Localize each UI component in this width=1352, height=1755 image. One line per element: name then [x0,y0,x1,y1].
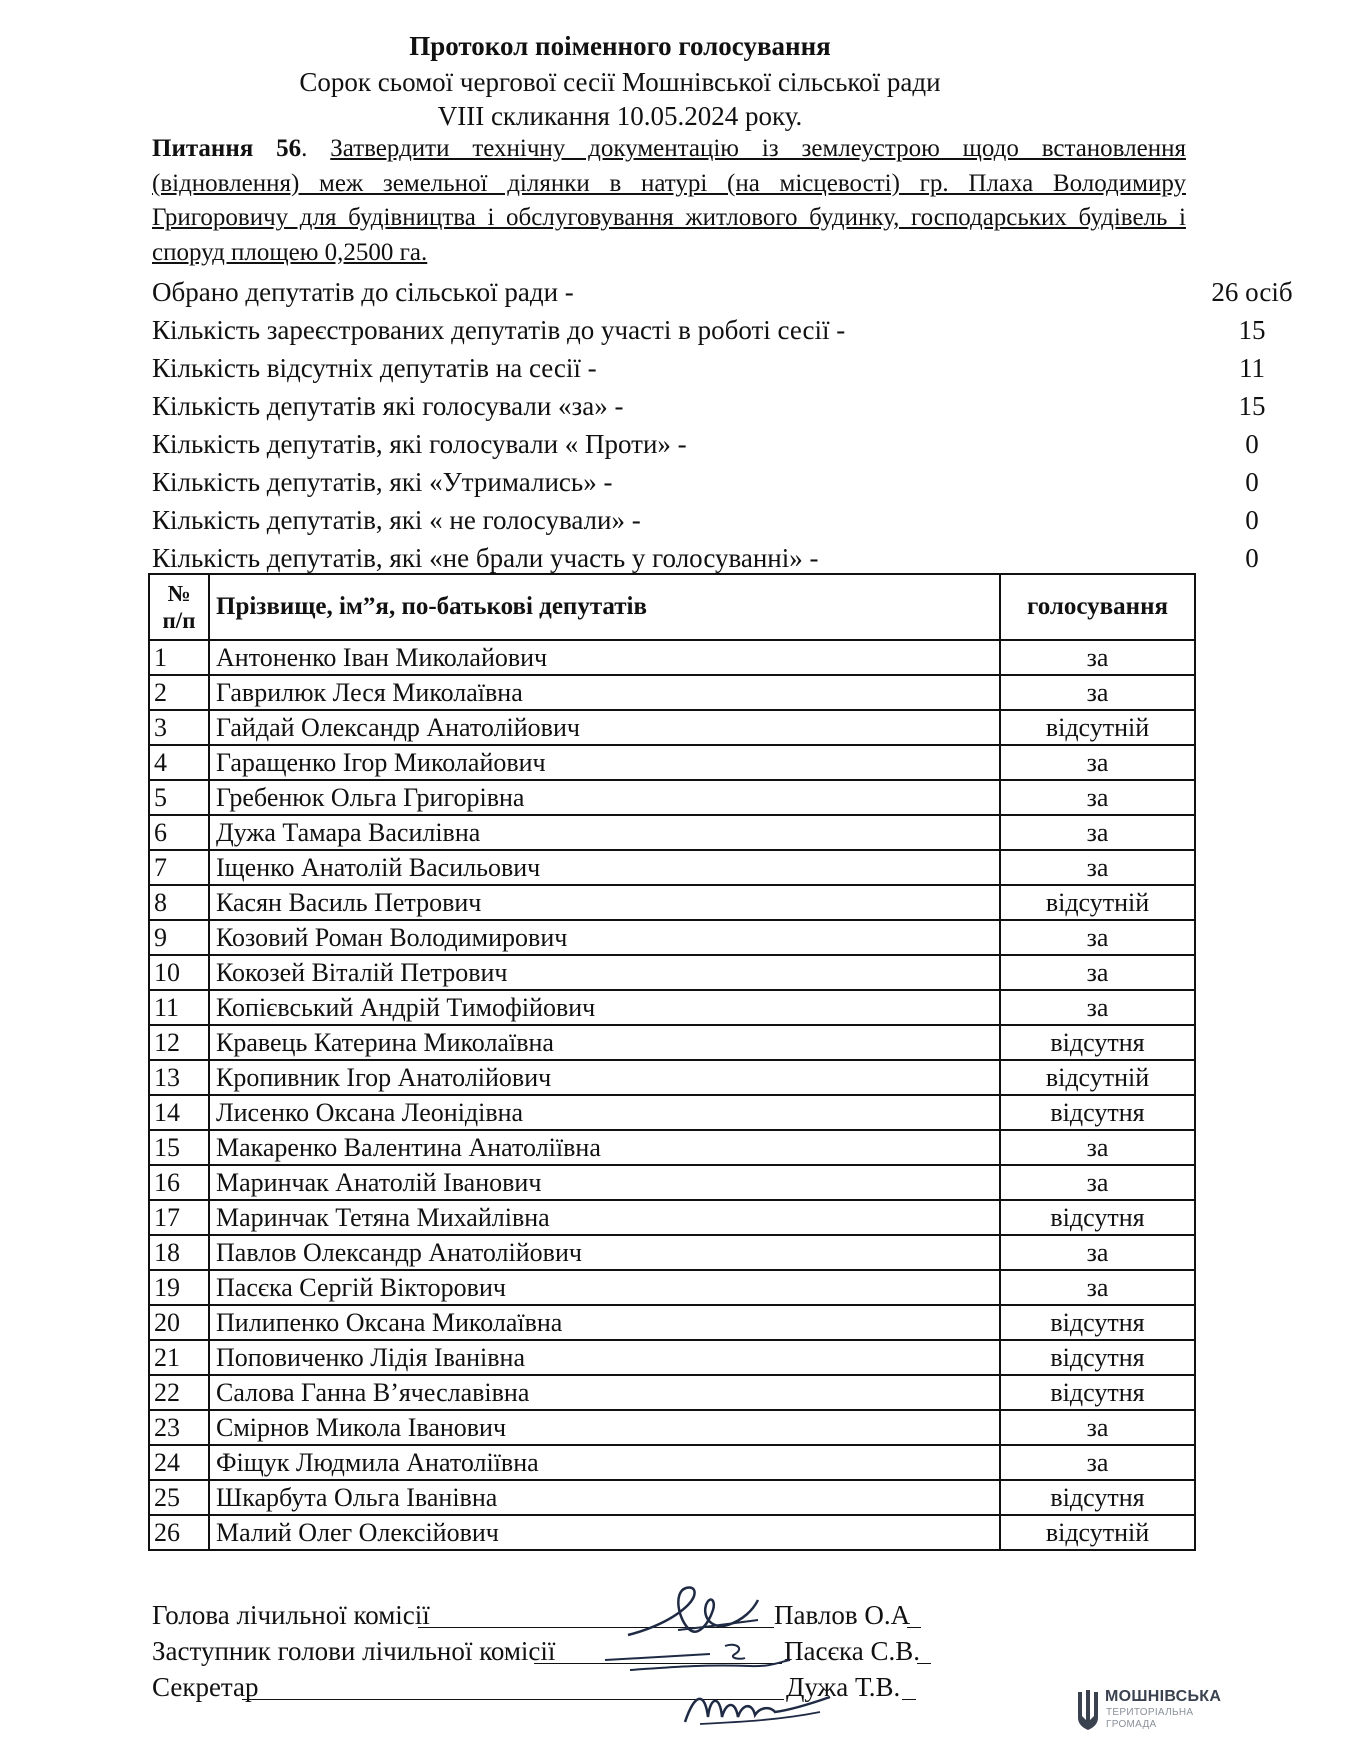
row-number: 25 [149,1480,209,1515]
vote-result: відсутня [1000,1305,1195,1340]
table-row [149,955,1195,990]
deputy-name: Маринчак Тетяна Михайлівна [209,1200,1000,1235]
row-number: 20 [149,1305,209,1340]
vote-result: відсутня [1000,1200,1195,1235]
table-row [149,1445,1195,1480]
stat-row [152,539,1259,577]
vote-result: відсутня [1000,1480,1195,1515]
row-number: 8 [149,885,209,920]
table-row [149,745,1195,780]
deputy-name: Гаращенко Ігор Миколайович [209,745,1000,780]
vote-result: за [1000,1130,1195,1165]
secretary-name: Дужа Т.В. [786,1672,901,1702]
stat-row [152,463,1259,501]
vote-result: за [1000,955,1195,990]
community-logo [1075,1686,1235,1746]
stat-label: Кількість зареєстрованих депутатів до участі в роботі сесії - [152,315,846,345]
row-number: 5 [149,780,209,815]
table-header-row [149,574,1195,640]
stat-value: 15 [1238,315,1266,345]
row-number: 26 [149,1515,209,1550]
vote-result: відсутня [1000,1340,1195,1375]
stat-value: 0 [1245,467,1259,497]
table-row [149,1095,1195,1130]
question-label: Питання 56 [152,135,302,162]
table-row [149,640,1195,675]
vote-result: відсутній [1000,1515,1195,1550]
secretary-label: Секретар [152,1672,259,1702]
row-number: 22 [149,1375,209,1410]
stat-label: Кількість депутатів, які «Утримались» - [152,467,613,497]
row-number: 12 [149,1025,209,1060]
stat-label: Обрано депутатів до сільської ради - [152,277,574,307]
row-number: 6 [149,815,209,850]
row-number: 16 [149,1165,209,1200]
deputy-name: Поповиченко Лідія Іванівна [209,1340,1000,1375]
signature-row-chair [152,1597,1052,1633]
header-number-line1: № [167,581,191,606]
deputy-name: Гаврилюк Леся Миколаївна [209,675,1000,710]
chair-label: Голова лічильної комісії [152,1600,430,1630]
deputy-name: Кокозей Віталій Петрович [209,955,1000,990]
deputy-name: Дужа Тамара Василівна [209,815,1000,850]
row-number: 10 [149,955,209,990]
row-number: 17 [149,1200,209,1235]
session-line: Сорок сьомої чергової сесії Мошнівської сільської ради [299,67,941,97]
stat-label: Кількість депутатів які голосували «за» - [152,391,624,421]
stat-row [152,311,1266,349]
vote-result: за [1000,1165,1195,1200]
stat-value: 26 осіб [1211,277,1293,307]
table-row [149,1305,1195,1340]
vote-result: за [1000,1270,1195,1305]
header-name: Прізвище, ім”я, по-батькові депутатів [209,574,1000,640]
vote-result: за [1000,990,1195,1025]
vote-result: за [1000,1445,1195,1480]
question-text: Затвердити технічну документацію із землеустрою щодо встановлення (відновлення) меж земельної ділянки в натурі (на місцевості) гр. Плаха Володимиру Григоровичу для будівництва і обслуговування житлового будинку, господарських будівель і споруд площею 0,2500 га. [152,135,1186,266]
deputy-name: Копієвський Андрій Тимофійович [209,990,1000,1025]
deputy-name: Пилипенко Оксана Миколаївна [209,1305,1000,1340]
row-number: 15 [149,1130,209,1165]
deputy-label: Заступник голови лічильної комісії [152,1636,556,1666]
deputy-name: Фіщук Людмила Анатоліївна [209,1445,1000,1480]
logo-subtitle-2: ГРОМАДА [1106,1719,1157,1730]
stat-value: 0 [1245,543,1259,573]
table-row [149,1165,1195,1200]
table-row [149,1200,1195,1235]
chair-name-tail [907,1627,921,1628]
deputy-name: Павлов Олександр Анатолійович [209,1235,1000,1270]
vote-result: за [1000,815,1195,850]
table-row [149,990,1195,1025]
vote-statistics [152,273,1293,577]
row-number: 3 [149,710,209,745]
table-row [149,920,1195,955]
vote-result: за [1000,850,1195,885]
table-row [149,815,1195,850]
vote-result: відсутня [1000,1375,1195,1410]
vote-result: відсутній [1000,885,1195,920]
deputy-name: Гребенюк Ольга Григорівна [209,780,1000,815]
table-row [149,885,1195,920]
row-number: 11 [149,990,209,1025]
vote-result: відсутня [1000,1095,1195,1130]
vote-result: відсутній [1000,710,1195,745]
deputy-name: Салова Ганна В’ячеславівна [209,1375,1000,1410]
deputy-name: Пасєка Сергій Вікторович [209,1270,1000,1305]
row-number: 23 [149,1410,209,1445]
table-row [149,1130,1195,1165]
vote-result: відсутній [1000,1060,1195,1095]
table-row [149,1515,1195,1550]
row-number: 18 [149,1235,209,1270]
table-row [149,1410,1195,1445]
roll-call-table-wrap [148,573,1196,1551]
table-row [149,1270,1195,1305]
roll-call-table [148,573,1196,1551]
stat-label: Кількість депутатів, які голосували « Проти» - [152,429,687,459]
deputy-name: Касян Василь Петрович [209,885,1000,920]
deputy-name: Смірнов Микола Іванович [209,1410,1000,1445]
stat-row [152,425,1259,463]
deputy-name: Макаренко Валентина Анатоліївна [209,1130,1000,1165]
row-number: 14 [149,1095,209,1130]
row-number: 7 [149,850,209,885]
table-row [149,1375,1195,1410]
deputy-name: Антоненко Іван Миколайович [209,640,1000,675]
deputy-name: Козовий Роман Володимирович [209,920,1000,955]
deputy-name: Гайдай Олександр Анатолійович [209,710,1000,745]
deputy-name: Кравець Катерина Миколаївна [209,1025,1000,1060]
row-number: 4 [149,745,209,780]
table-row [149,1480,1195,1515]
logo-subtitle-1: ТЕРИТОРІАЛЬНА [1106,1707,1194,1718]
deputy-name: Кропивник Ігор Анатолійович [209,1060,1000,1095]
logo-title: МОШНІВСЬКА [1105,1688,1222,1705]
stat-row [152,501,1259,539]
stat-label: Кількість відсутніх депутатів на сесії - [152,353,597,383]
convocation-date-line: VIII скликання 10.05.2024 року. [437,101,803,131]
stat-label: Кількість депутатів, які « не голосували» - [152,505,641,535]
row-number: 13 [149,1060,209,1095]
trident-icon [1075,1688,1101,1732]
vote-result: за [1000,675,1195,710]
agenda-question: Питання 56. Затвердити технічну документацію із землеустрою щодо встановлення (відновлення) меж земельної ділянки в натурі (на місцевості) гр. Плаха Володимиру Григоровичу для будівництва і обслуговування житлового будинку, господарських будівель і споруд площею 0,2500 га. [152,135,1186,266]
vote-result: за [1000,780,1195,815]
stat-value: 11 [1239,353,1265,383]
header-number [149,574,209,640]
stat-value: 0 [1245,429,1259,459]
table-row [149,780,1195,815]
deputy-name: Іщенко Анатолій Васильович [209,850,1000,885]
stat-value: 0 [1245,505,1259,535]
stat-row [152,349,1265,387]
stat-label: Кількість депутатів, які «не брали участь у голосуванні» - [152,543,819,573]
row-number: 2 [149,675,209,710]
table-row [149,1060,1195,1095]
stat-row [152,387,1266,425]
deputy-name: Лисенко Оксана Леонідівна [209,1095,1000,1130]
vote-result: за [1000,1410,1195,1445]
row-number: 19 [149,1270,209,1305]
deputy-name-tail [917,1663,931,1664]
header-number-line2: п/п [162,608,196,633]
chair-name: Павлов О.А [774,1600,911,1630]
table-row [149,1025,1195,1060]
deputy-name: Пасєка С.В. [784,1636,921,1666]
table-row [149,710,1195,745]
secretary-handwritten-signature [680,1682,840,1732]
row-number: 1 [149,640,209,675]
vote-result: за [1000,745,1195,780]
deputy-name: Малий Олег Олексійович [209,1515,1000,1550]
stat-row [152,273,1293,311]
vote-result: за [1000,1235,1195,1270]
header-vote: голосування [1000,574,1195,640]
vote-result: за [1000,640,1195,675]
table-row [149,850,1195,885]
row-number: 9 [149,920,209,955]
deputy-name: Маринчак Анатолій Іванович [209,1165,1000,1200]
vote-result: за [1000,920,1195,955]
stat-value: 15 [1238,391,1266,421]
row-number: 21 [149,1340,209,1375]
table-row [149,1340,1195,1375]
table-row [149,1235,1195,1270]
row-number: 24 [149,1445,209,1480]
vote-result: відсутня [1000,1025,1195,1060]
secretary-name-tail [902,1699,916,1700]
table-row [149,675,1195,710]
document-title: Протокол поіменного голосування [409,31,831,61]
deputy-name: Шкарбута Ольга Іванівна [209,1480,1000,1515]
